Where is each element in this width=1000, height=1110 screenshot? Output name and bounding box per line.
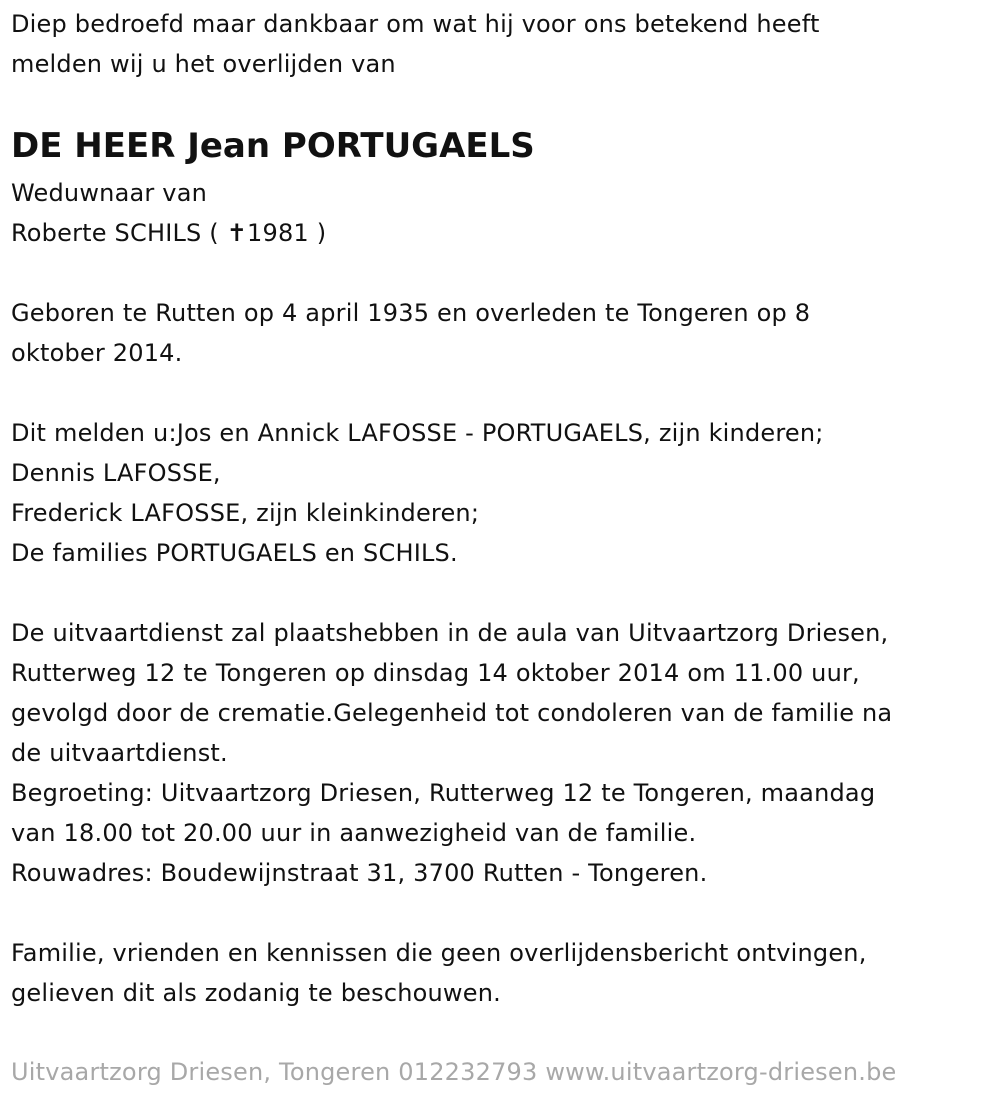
text-line: gevolgd door de crematie.Gelegenheid tot condoleren van de familie na (11, 699, 893, 727)
text-line: de uitvaartdienst. (11, 739, 228, 767)
text-line: Dennis LAFOSSE, (11, 459, 221, 487)
text-line: gelieven dit als zodanig te beschouwen. (11, 979, 501, 1007)
family-paragraph (11, 413, 1000, 573)
text-line: Begroeting: Uitvaartzorg Driesen, Rutterweg 12 te Tongeren, maandag (11, 779, 876, 807)
text-line: Geboren te Rutten op 4 april 1935 en overleden te Tongeren op 8 (11, 299, 811, 327)
text-line: Dit melden u:Jos en Annick LAFOSSE - PORTUGAELS, zijn kinderen; (11, 419, 824, 447)
text-line: Frederick LAFOSSE, zijn kleinkinderen; (11, 499, 480, 527)
text-line: melden wij u het overlijden van (11, 50, 396, 78)
birth-paragraph (11, 293, 1000, 373)
text-line: van 18.00 tot 20.00 uur in aanwezigheid van de familie. (11, 819, 697, 847)
text-line: Familie, vrienden en kennissen die geen overlijdensbericht ontvingen, (11, 939, 867, 967)
text-line: Rutterweg 12 te Tongeren op dinsdag 14 oktober 2014 om 11.00 uur, (11, 659, 860, 687)
text-line: Rouwadres: Boudewijnstraat 31, 3700 Rutten - Tongeren. (11, 859, 708, 887)
text-line: Weduwnaar van (11, 179, 208, 207)
intro-paragraph (11, 4, 1000, 84)
deceased-name: DE HEER Jean PORTUGAELS (11, 126, 535, 166)
closing-paragraph (11, 933, 1000, 1013)
funeral-home-footer: Uitvaartzorg Driesen, Tongeren 012232793 www.uitvaartzorg-driesen.be (11, 1058, 897, 1086)
text-line: Roberte SCHILS ( ✝1981 ) (11, 219, 327, 247)
text-line: Diep bedroefd maar dankbaar om wat hij voor ons betekend heeft (11, 10, 820, 38)
service-paragraph (11, 613, 1000, 893)
spouse-paragraph (11, 173, 1000, 253)
text-line: De families PORTUGAELS en SCHILS. (11, 539, 458, 567)
text-line: oktober 2014. (11, 339, 183, 367)
text-line: De uitvaartdienst zal plaatshebben in de aula van Uitvaartzorg Driesen, (11, 619, 889, 647)
